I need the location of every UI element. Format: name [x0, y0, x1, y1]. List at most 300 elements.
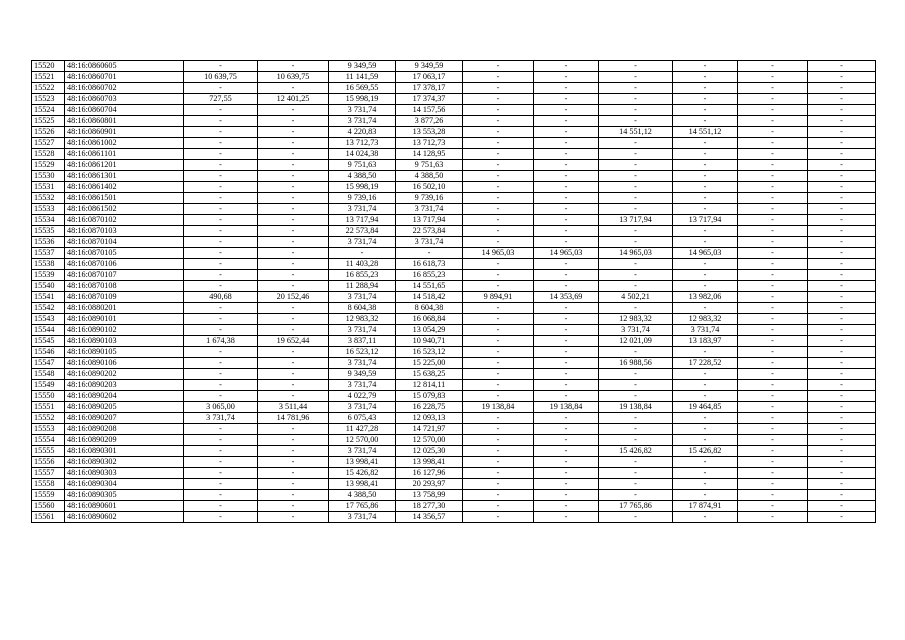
value-cell: -	[738, 479, 808, 490]
value-cell: -	[808, 138, 876, 149]
value-cell: -	[599, 380, 673, 391]
value-cell: -	[738, 270, 808, 281]
value-cell: -	[463, 281, 534, 292]
row-number-cell: 15520	[32, 61, 65, 72]
value-cell: 14 356,57	[396, 512, 463, 523]
value-cell: -	[463, 105, 534, 116]
table-row	[32, 259, 876, 270]
value-cell: -	[808, 292, 876, 303]
value-cell: -	[534, 193, 599, 204]
value-cell: 9 739,16	[329, 193, 396, 204]
value-cell: -	[808, 237, 876, 248]
cadastral-number-cell: 48:16:0870104	[65, 237, 184, 248]
table-row	[32, 281, 876, 292]
cadastral-number-cell: 48:16:0880201	[65, 303, 184, 314]
value-cell: -	[808, 479, 876, 490]
cadastral-number-cell: 48:16:0870103	[65, 226, 184, 237]
value-cell: -	[258, 325, 329, 336]
value-cell: 3 877,26	[396, 116, 463, 127]
value-cell: -	[534, 347, 599, 358]
value-cell: -	[808, 94, 876, 105]
value-cell: -	[673, 182, 738, 193]
value-cell: -	[599, 413, 673, 424]
value-cell: -	[738, 468, 808, 479]
table-row	[32, 490, 876, 501]
value-cell: -	[184, 259, 258, 270]
value-cell: 12 983,32	[329, 314, 396, 325]
value-cell: 14 965,03	[534, 248, 599, 259]
cadastral-number-cell: 48:16:0890102	[65, 325, 184, 336]
value-cell: -	[463, 336, 534, 347]
cadastral-number-cell: 48:16:0890601	[65, 501, 184, 512]
value-cell: 3 731,74	[329, 325, 396, 336]
cadastral-number-cell: 48:16:0890105	[65, 347, 184, 358]
value-cell: 17 228,52	[673, 358, 738, 369]
value-cell: -	[808, 83, 876, 94]
table-row	[32, 270, 876, 281]
value-cell: -	[808, 61, 876, 72]
value-cell: -	[184, 61, 258, 72]
value-cell: -	[808, 501, 876, 512]
value-cell: -	[599, 424, 673, 435]
value-cell: -	[534, 314, 599, 325]
row-number-cell: 15535	[32, 226, 65, 237]
table-row	[32, 479, 876, 490]
value-cell: -	[534, 149, 599, 160]
value-cell: 3 731,74	[329, 358, 396, 369]
value-cell: -	[258, 501, 329, 512]
value-cell: -	[184, 424, 258, 435]
value-cell: -	[258, 171, 329, 182]
row-number-cell: 15553	[32, 424, 65, 435]
value-cell: 17 374,37	[396, 94, 463, 105]
value-cell: 3 731,74	[599, 325, 673, 336]
value-cell: -	[463, 72, 534, 83]
value-cell: -	[184, 160, 258, 171]
value-cell: -	[534, 182, 599, 193]
value-cell: -	[808, 259, 876, 270]
value-cell: -	[184, 171, 258, 182]
value-cell: 4 388,50	[329, 490, 396, 501]
value-cell: 15 998,19	[329, 182, 396, 193]
value-cell: 14 965,03	[463, 248, 534, 259]
cadastral-number-cell: 48:16:0870107	[65, 270, 184, 281]
value-cell: -	[534, 336, 599, 347]
value-cell: -	[184, 149, 258, 160]
value-cell: -	[258, 105, 329, 116]
table-row	[32, 83, 876, 94]
value-cell: -	[808, 380, 876, 391]
table-row	[32, 314, 876, 325]
value-cell: -	[599, 479, 673, 490]
cadastral-number-cell: 48:16:0861201	[65, 160, 184, 171]
value-cell: -	[534, 369, 599, 380]
row-number-cell: 15544	[32, 325, 65, 336]
table-row	[32, 457, 876, 468]
value-cell: -	[534, 127, 599, 138]
value-cell: -	[184, 457, 258, 468]
value-cell: -	[738, 314, 808, 325]
table-row	[32, 248, 876, 259]
value-cell: -	[463, 160, 534, 171]
value-cell: -	[599, 490, 673, 501]
value-cell: 16 569,55	[329, 83, 396, 94]
value-cell: 16 855,23	[329, 270, 396, 281]
value-cell: -	[534, 237, 599, 248]
value-cell: -	[673, 303, 738, 314]
value-cell: 490,68	[184, 292, 258, 303]
value-cell: 4 022,79	[329, 391, 396, 402]
value-cell: -	[534, 259, 599, 270]
value-cell: -	[463, 457, 534, 468]
value-cell: 15 225,00	[396, 358, 463, 369]
row-number-cell: 15536	[32, 237, 65, 248]
value-cell: -	[258, 259, 329, 270]
value-cell: -	[738, 61, 808, 72]
row-number-cell: 15543	[32, 314, 65, 325]
value-cell: -	[534, 479, 599, 490]
value-cell: -	[534, 281, 599, 292]
value-cell: -	[738, 435, 808, 446]
value-cell: 19 138,84	[534, 402, 599, 413]
cadastral-number-cell: 48:16:0860703	[65, 94, 184, 105]
value-cell: -	[599, 171, 673, 182]
value-cell: -	[738, 72, 808, 83]
value-cell: -	[599, 512, 673, 523]
table-row	[32, 204, 876, 215]
value-cell: 11 141,59	[329, 72, 396, 83]
value-cell: -	[738, 116, 808, 127]
row-number-cell: 15552	[32, 413, 65, 424]
value-cell: -	[738, 226, 808, 237]
value-cell: 8 604,38	[329, 303, 396, 314]
value-cell: -	[673, 479, 738, 490]
value-cell: -	[673, 160, 738, 171]
value-cell: -	[738, 149, 808, 160]
value-cell: 15 426,82	[673, 446, 738, 457]
cadastral-number-cell: 48:16:0890202	[65, 369, 184, 380]
cadastral-number-cell: 48:16:0860704	[65, 105, 184, 116]
table-row	[32, 138, 876, 149]
value-cell: -	[463, 314, 534, 325]
value-cell: -	[738, 138, 808, 149]
value-cell: -	[258, 490, 329, 501]
row-number-cell: 15561	[32, 512, 65, 523]
value-cell: -	[463, 347, 534, 358]
value-cell: 3 731,74	[329, 204, 396, 215]
table-row	[32, 171, 876, 182]
value-cell: 727,55	[184, 94, 258, 105]
value-cell: 17 378,17	[396, 83, 463, 94]
value-cell: -	[534, 490, 599, 501]
cadastral-number-cell: 48:16:0870109	[65, 292, 184, 303]
value-cell: 19 138,84	[599, 402, 673, 413]
row-number-cell: 15542	[32, 303, 65, 314]
table-row	[32, 149, 876, 160]
value-cell: -	[184, 105, 258, 116]
row-number-cell: 15558	[32, 479, 65, 490]
value-cell: -	[808, 193, 876, 204]
value-cell: 9 739,16	[396, 193, 463, 204]
value-cell: 18 277,30	[396, 501, 463, 512]
value-cell: -	[808, 72, 876, 83]
value-cell: 3 731,74	[329, 512, 396, 523]
value-cell: -	[808, 281, 876, 292]
table-row	[32, 369, 876, 380]
value-cell: -	[534, 391, 599, 402]
value-cell: 16 988,56	[599, 358, 673, 369]
value-cell: -	[673, 457, 738, 468]
value-cell: 13 998,41	[329, 457, 396, 468]
value-cell: 13 758,99	[396, 490, 463, 501]
table-row	[32, 512, 876, 523]
value-cell: -	[258, 193, 329, 204]
value-cell: -	[738, 83, 808, 94]
row-number-cell: 15523	[32, 94, 65, 105]
value-cell: -	[184, 490, 258, 501]
value-cell: -	[534, 325, 599, 336]
cadastral-number-cell: 48:16:0890602	[65, 512, 184, 523]
value-cell: 16 127,96	[396, 468, 463, 479]
value-cell: -	[738, 193, 808, 204]
table-row	[32, 215, 876, 226]
table-row	[32, 292, 876, 303]
value-cell: -	[808, 468, 876, 479]
value-cell: -	[258, 204, 329, 215]
value-cell: -	[808, 160, 876, 171]
value-cell: -	[738, 160, 808, 171]
table-row	[32, 336, 876, 347]
value-cell: -	[258, 226, 329, 237]
value-cell: -	[599, 281, 673, 292]
value-cell: -	[184, 325, 258, 336]
value-cell: -	[258, 149, 329, 160]
row-number-cell: 15521	[32, 72, 65, 83]
value-cell: -	[738, 303, 808, 314]
value-cell: -	[258, 281, 329, 292]
value-cell: -	[599, 105, 673, 116]
value-cell: 13 712,73	[396, 138, 463, 149]
value-cell: 3 731,74	[329, 116, 396, 127]
value-cell: -	[673, 281, 738, 292]
value-cell: -	[534, 61, 599, 72]
cadastral-number-cell: 48:16:0890301	[65, 446, 184, 457]
value-cell: 19 464,85	[673, 402, 738, 413]
value-cell: 20 152,46	[258, 292, 329, 303]
value-cell: -	[258, 468, 329, 479]
value-cell: 12 093,13	[396, 413, 463, 424]
value-cell: -	[534, 215, 599, 226]
value-cell: 16 502,10	[396, 182, 463, 193]
value-cell: -	[534, 72, 599, 83]
value-cell: -	[463, 358, 534, 369]
value-cell: -	[808, 435, 876, 446]
value-cell: -	[258, 237, 329, 248]
value-cell: 16 523,12	[396, 347, 463, 358]
cadastral-number-cell: 48:16:0861502	[65, 204, 184, 215]
cadastral-number-cell: 48:16:0860801	[65, 116, 184, 127]
value-cell: -	[599, 237, 673, 248]
value-cell: -	[184, 182, 258, 193]
value-cell: -	[808, 171, 876, 182]
value-cell: -	[258, 424, 329, 435]
value-cell: 4 502,21	[599, 292, 673, 303]
value-cell: 14 721,97	[396, 424, 463, 435]
value-cell: -	[599, 160, 673, 171]
value-cell: -	[808, 402, 876, 413]
value-cell: -	[258, 380, 329, 391]
value-cell: 9 894,91	[463, 292, 534, 303]
value-cell: -	[808, 347, 876, 358]
value-cell: -	[738, 171, 808, 182]
value-cell: -	[673, 380, 738, 391]
value-cell: -	[184, 303, 258, 314]
value-cell: 19 652,44	[258, 336, 329, 347]
value-cell: -	[599, 435, 673, 446]
value-cell: -	[258, 435, 329, 446]
value-cell: -	[463, 116, 534, 127]
value-cell: -	[534, 468, 599, 479]
value-cell: -	[599, 226, 673, 237]
value-cell: -	[738, 215, 808, 226]
value-cell: -	[184, 237, 258, 248]
row-number-cell: 15531	[32, 182, 65, 193]
table-body	[32, 61, 876, 523]
cadastral-number-cell: 48:16:0860701	[65, 72, 184, 83]
value-cell: -	[184, 83, 258, 94]
value-cell: -	[463, 369, 534, 380]
row-number-cell: 15525	[32, 116, 65, 127]
value-cell: -	[673, 61, 738, 72]
value-cell: -	[599, 61, 673, 72]
value-cell: -	[808, 303, 876, 314]
value-cell: -	[808, 182, 876, 193]
value-cell: -	[599, 303, 673, 314]
value-cell: -	[599, 259, 673, 270]
value-cell: -	[184, 358, 258, 369]
value-cell: -	[738, 292, 808, 303]
value-cell: -	[463, 501, 534, 512]
value-cell: -	[463, 391, 534, 402]
row-number-cell: 15528	[32, 149, 65, 160]
value-cell: 16 228,75	[396, 402, 463, 413]
value-cell: -	[463, 127, 534, 138]
value-cell: 9 349,59	[329, 61, 396, 72]
value-cell: 22 573,84	[396, 226, 463, 237]
table-row	[32, 226, 876, 237]
value-cell: -	[738, 182, 808, 193]
value-cell: -	[463, 325, 534, 336]
value-cell: -	[463, 479, 534, 490]
value-cell: -	[534, 94, 599, 105]
table-row	[32, 237, 876, 248]
value-cell: -	[534, 380, 599, 391]
value-cell: -	[534, 138, 599, 149]
value-cell: 12 814,11	[396, 380, 463, 391]
value-cell: -	[463, 94, 534, 105]
value-cell: -	[463, 182, 534, 193]
value-cell: -	[808, 149, 876, 160]
row-number-cell: 15557	[32, 468, 65, 479]
cadastral-number-cell: 48:16:0890203	[65, 380, 184, 391]
value-cell: -	[258, 358, 329, 369]
value-cell: -	[463, 237, 534, 248]
cadastral-number-cell: 48:16:0890207	[65, 413, 184, 424]
value-cell: -	[258, 303, 329, 314]
value-cell: -	[329, 248, 396, 259]
table-row	[32, 402, 876, 413]
value-cell: 22 573,84	[329, 226, 396, 237]
value-cell: -	[258, 347, 329, 358]
row-number-cell: 15545	[32, 336, 65, 347]
value-cell: -	[184, 270, 258, 281]
value-cell: -	[463, 215, 534, 226]
value-cell: -	[738, 490, 808, 501]
value-cell: -	[738, 105, 808, 116]
value-cell: -	[258, 215, 329, 226]
value-cell: -	[534, 446, 599, 457]
value-cell: 20 293,97	[396, 479, 463, 490]
value-cell: 3 731,74	[329, 237, 396, 248]
value-cell: -	[673, 83, 738, 94]
value-cell: -	[396, 248, 463, 259]
value-cell: 4 388,50	[396, 171, 463, 182]
value-cell: -	[184, 347, 258, 358]
value-cell: 3 731,74	[184, 413, 258, 424]
value-cell: 13 712,73	[329, 138, 396, 149]
value-cell: -	[184, 369, 258, 380]
value-cell: -	[808, 270, 876, 281]
value-cell: 17 063,17	[396, 72, 463, 83]
value-cell: -	[808, 314, 876, 325]
value-cell: 3 731,74	[329, 292, 396, 303]
value-cell: -	[184, 391, 258, 402]
row-number-cell: 15538	[32, 259, 65, 270]
value-cell: 9 349,59	[329, 369, 396, 380]
value-cell: 1 674,38	[184, 336, 258, 347]
value-cell: 13 717,94	[673, 215, 738, 226]
value-cell: -	[738, 127, 808, 138]
value-cell: 10 940,71	[396, 336, 463, 347]
value-cell: -	[738, 336, 808, 347]
value-cell: -	[258, 512, 329, 523]
value-cell: 15 998,19	[329, 94, 396, 105]
value-cell: 3 511,44	[258, 402, 329, 413]
row-number-cell: 15554	[32, 435, 65, 446]
value-cell: 13 054,29	[396, 325, 463, 336]
value-cell: -	[738, 237, 808, 248]
row-number-cell: 15555	[32, 446, 65, 457]
row-number-cell: 15539	[32, 270, 65, 281]
cadastral-number-cell: 48:16:0860901	[65, 127, 184, 138]
value-cell: -	[534, 303, 599, 314]
value-cell: -	[258, 127, 329, 138]
value-cell: -	[258, 270, 329, 281]
cadastral-number-cell: 48:16:0870106	[65, 259, 184, 270]
value-cell: -	[463, 259, 534, 270]
value-cell: -	[258, 446, 329, 457]
table-row	[32, 468, 876, 479]
value-cell: -	[534, 358, 599, 369]
value-cell: -	[599, 270, 673, 281]
table-row	[32, 193, 876, 204]
value-cell: -	[463, 270, 534, 281]
value-cell: -	[673, 116, 738, 127]
table-row	[32, 105, 876, 116]
value-cell: -	[463, 424, 534, 435]
value-cell: -	[184, 204, 258, 215]
value-cell: -	[738, 512, 808, 523]
